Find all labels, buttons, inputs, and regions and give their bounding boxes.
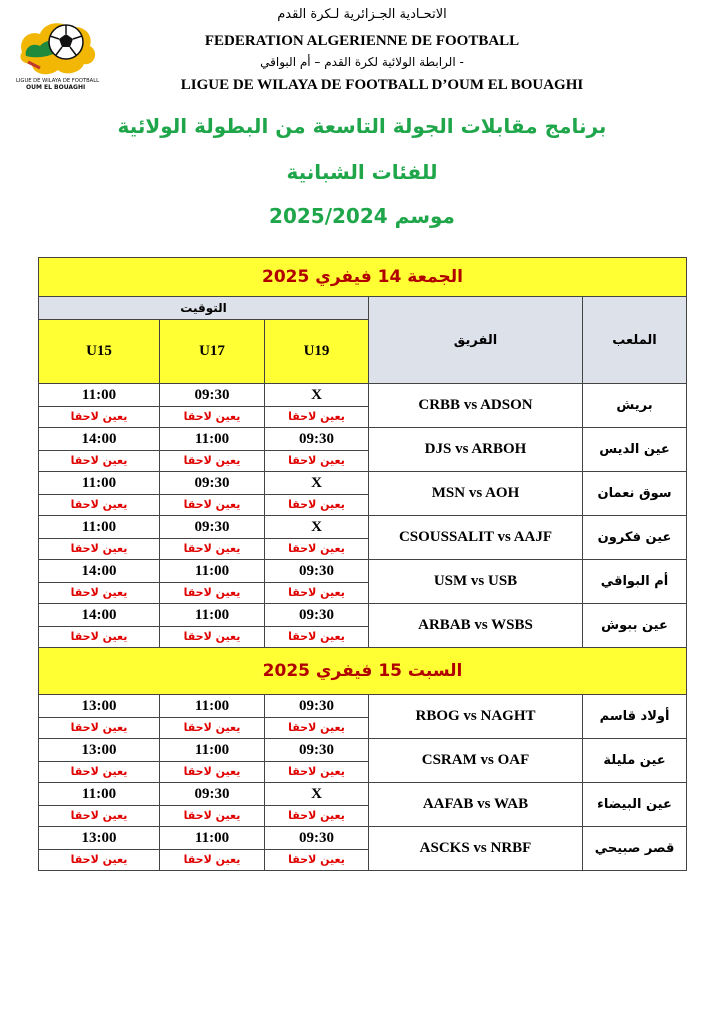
match-teams: CSRAM vs OAF [369, 739, 583, 783]
referee-u15: يعين لاحقا [39, 850, 160, 871]
time-header: التوقيت [39, 297, 369, 320]
team-header: الفريق [369, 297, 583, 384]
season-title: موسم 2025/2024 [269, 204, 455, 228]
match-venue: أم البواقي [583, 560, 687, 604]
time-u19: X [265, 516, 369, 539]
time-u17: 11:00 [160, 428, 265, 451]
match-venue: أولاد قاسم [583, 695, 687, 739]
time-u15: 11:00 [39, 472, 160, 495]
match-row [39, 739, 687, 762]
referee-u15: يعين لاحقا [39, 495, 160, 516]
program-title: برنامج مقابلات الجولة التاسعة من البطولة الولائية [117, 114, 607, 138]
category-u19: U19 [265, 320, 369, 384]
time-u15: 14:00 [39, 604, 160, 627]
day-title: السبت 15 فيفري 2025 [39, 648, 687, 695]
time-u15: 14:00 [39, 428, 160, 451]
time-u15: 14:00 [39, 560, 160, 583]
match-row [39, 604, 687, 627]
referee-u19: يعين لاحقا [265, 627, 369, 648]
header-row [39, 297, 687, 320]
referee-u19: يعين لاحقا [265, 539, 369, 560]
day-row [39, 648, 687, 695]
time-u19: 09:30 [265, 560, 369, 583]
referee-u19: يعين لاحقا [265, 407, 369, 428]
time-u19: X [265, 472, 369, 495]
match-row [39, 827, 687, 850]
referee-u15: يعين لاحقا [39, 718, 160, 739]
time-u19: X [265, 783, 369, 806]
referee-u15: يعين لاحقا [39, 806, 160, 827]
referee-u15: يعين لاحقا [39, 451, 160, 472]
referee-u15: يعين لاحقا [39, 539, 160, 560]
referee-u19: يعين لاحقا [265, 583, 369, 604]
match-venue: عين مليلة [583, 739, 687, 783]
time-u19: 09:30 [265, 695, 369, 718]
match-row [39, 695, 687, 718]
referee-u17: يعين لاحقا [160, 539, 265, 560]
time-u17: 09:30 [160, 384, 265, 407]
time-u17: 11:00 [160, 604, 265, 627]
match-venue: عين الديس [583, 428, 687, 472]
time-u19: 09:30 [265, 428, 369, 451]
time-u17: 11:00 [160, 695, 265, 718]
referee-u17: يعين لاحقا [160, 718, 265, 739]
league-french-name: LIGUE DE WILAYA DE FOOTBALL D’OUM EL BOUAGHI [180, 77, 584, 93]
time-u19: 09:30 [265, 604, 369, 627]
category-u15: U15 [39, 320, 160, 384]
referee-u17: يعين لاحقا [160, 762, 265, 783]
time-u17: 09:30 [160, 516, 265, 539]
match-venue: بريش [583, 384, 687, 428]
referee-u19: يعين لاحقا [265, 495, 369, 516]
match-teams: DJS vs ARBOH [369, 428, 583, 472]
referee-u19: يعين لاحقا [265, 762, 369, 783]
time-u15: 13:00 [39, 739, 160, 762]
match-row [39, 516, 687, 539]
time-u15: 11:00 [39, 384, 160, 407]
time-u19: 09:30 [265, 739, 369, 762]
referee-u19: يعين لاحقا [265, 718, 369, 739]
logo-text-1: LIGUE DE WILAYA DE FOOTBALL [16, 78, 99, 84]
match-venue: عين فكرون [583, 516, 687, 560]
referee-u17: يعين لاحقا [160, 583, 265, 604]
program-subtitle: للفئات الشبانية [286, 160, 438, 184]
time-u15: 11:00 [39, 783, 160, 806]
time-u17: 11:00 [160, 739, 265, 762]
day-title: الجمعة 14 فيفري 2025 [39, 258, 687, 297]
referee-u19: يعين لاحقا [265, 806, 369, 827]
logo-text-2: OUM EL BOUAGHI [26, 84, 86, 91]
referee-u17: يعين لاحقا [160, 495, 265, 516]
schedule-table [38, 257, 687, 871]
time-u17: 09:30 [160, 783, 265, 806]
referee-u19: يعين لاحقا [265, 850, 369, 871]
referee-u15: يعين لاحقا [39, 762, 160, 783]
match-teams: CRBB vs ADSON [369, 384, 583, 428]
referee-u15: يعين لاحقا [39, 627, 160, 648]
referee-u17: يعين لاحقا [160, 407, 265, 428]
category-u17: U17 [160, 320, 265, 384]
match-teams: AAFAB vs WAB [369, 783, 583, 827]
referee-u19: يعين لاحقا [265, 451, 369, 472]
time-u15: 13:00 [39, 827, 160, 850]
time-u15: 11:00 [39, 516, 160, 539]
match-venue: سوق نعمان [583, 472, 687, 516]
match-teams: MSN vs AOH [369, 472, 583, 516]
federation-french-name: FEDERATION ALGERIENNE DE FOOTBALL [204, 33, 520, 49]
referee-u17: يعين لاحقا [160, 850, 265, 871]
match-venue: قصر صبيحي [583, 827, 687, 871]
referee-u17: يعين لاحقا [160, 806, 265, 827]
time-u19: 09:30 [265, 827, 369, 850]
time-u17: 11:00 [160, 560, 265, 583]
venue-header: الملعب [583, 297, 687, 384]
match-row [39, 783, 687, 806]
time-u17: 11:00 [160, 827, 265, 850]
day-row [39, 258, 687, 297]
referee-u15: يعين لاحقا [39, 407, 160, 428]
league-arabic-name: الرابطة الولائية لكرة القدم – أم البواقي - [260, 55, 464, 69]
match-teams: ARBAB vs WSBS [369, 604, 583, 648]
time-u19: X [265, 384, 369, 407]
federation-arabic-name: الاتحـادية الجـزائرية لـكرة القدم [277, 7, 447, 22]
match-venue: عين البيضاء [583, 783, 687, 827]
referee-u15: يعين لاحقا [39, 583, 160, 604]
match-teams: CSOUSSALIT vs AAJF [369, 516, 583, 560]
match-teams: RBOG vs NAGHT [369, 695, 583, 739]
time-u17: 09:30 [160, 472, 265, 495]
match-row [39, 560, 687, 583]
match-row [39, 384, 687, 407]
referee-u17: يعين لاحقا [160, 451, 265, 472]
time-u15: 13:00 [39, 695, 160, 718]
match-teams: ASCKS vs NRBF [369, 827, 583, 871]
match-venue: عين ببوش [583, 604, 687, 648]
referee-u17: يعين لاحقا [160, 627, 265, 648]
match-teams: USM vs USB [369, 560, 583, 604]
match-row [39, 472, 687, 495]
match-row [39, 428, 687, 451]
